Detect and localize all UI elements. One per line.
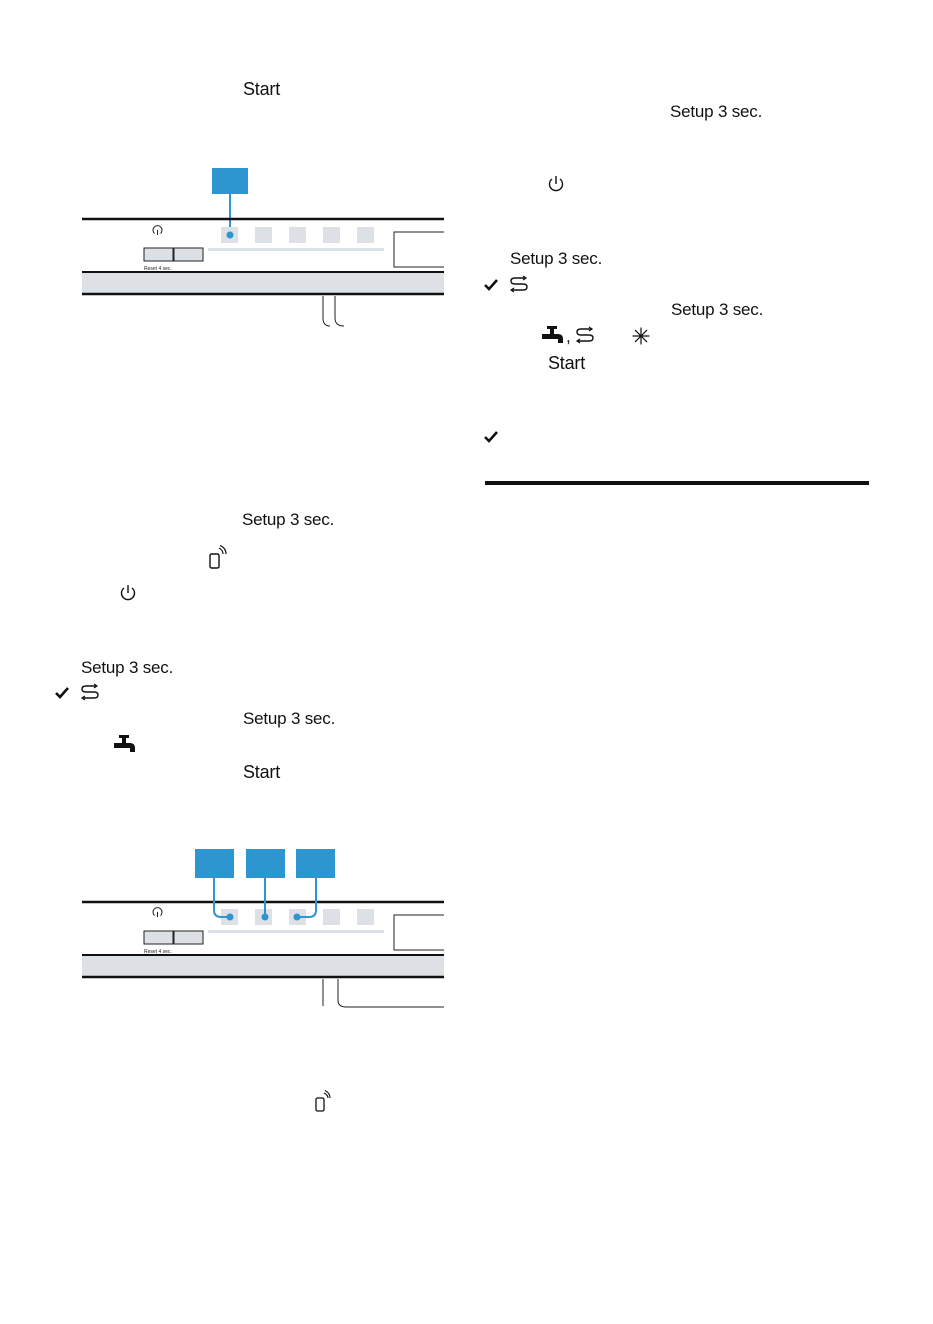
comma-separator: , — [566, 327, 571, 346]
setup-label: Setup 3 sec. — [671, 300, 764, 319]
remote-start-icon — [314, 1090, 332, 1112]
start-label: Start — [243, 79, 281, 99]
rinse-aid-icon — [80, 683, 100, 701]
callout-marker — [246, 849, 285, 878]
power-icon — [153, 908, 162, 917]
check-icon — [55, 687, 69, 699]
water-tap-icon — [541, 325, 565, 345]
panel-button-right — [174, 931, 203, 944]
panel-button-left — [144, 248, 173, 261]
start-label: Start — [243, 762, 281, 782]
start-label: Start — [548, 353, 586, 373]
water-tap-icon — [113, 734, 137, 754]
reset-label: Reset 4 sec. — [144, 266, 172, 272]
callout-marker — [195, 849, 234, 878]
sparkle-icon — [632, 327, 650, 345]
rinse-aid-icon — [509, 275, 529, 293]
setup-label: Setup 3 sec. — [242, 510, 335, 529]
setup-label: Setup 3 sec. — [243, 709, 336, 728]
setup-label: Setup 3 sec. — [510, 249, 603, 268]
check-icon — [484, 279, 498, 291]
check-icon — [484, 431, 498, 443]
power-icon — [119, 584, 137, 602]
section-divider — [485, 481, 869, 485]
reset-label: Reset 4 sec. — [144, 949, 172, 955]
setup-label: Setup 3 sec. — [81, 658, 174, 677]
callout-marker — [296, 849, 335, 878]
control-panel-illustration-2 — [78, 846, 444, 1010]
callout-marker — [212, 168, 248, 194]
setup-label: Setup 3 sec. — [670, 102, 763, 121]
remote-start-icon — [208, 545, 228, 569]
power-icon — [547, 175, 565, 193]
power-icon — [153, 226, 162, 235]
panel-button-left — [144, 931, 173, 944]
rinse-aid-icon — [575, 326, 595, 344]
panel-button-right — [174, 248, 203, 261]
control-panel-illustration-1 — [78, 164, 444, 328]
